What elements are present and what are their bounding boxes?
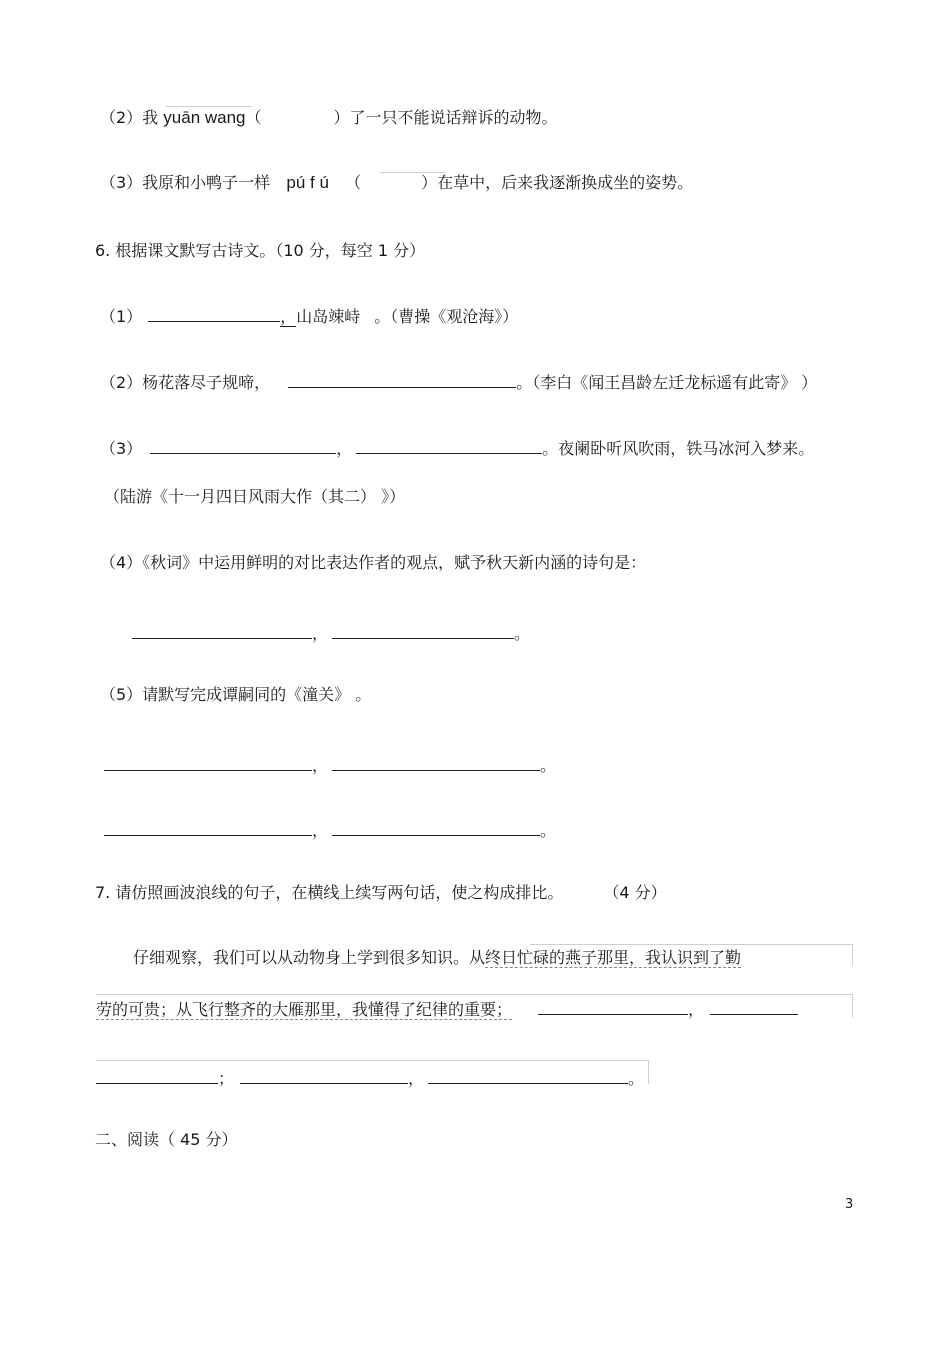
q5-item3-prefix: （3）我原和小鸭子一样 <box>100 173 271 192</box>
answer-blank[interactable] <box>428 1067 628 1084</box>
q6-item4-answer <box>132 622 530 644</box>
period: 。 <box>514 624 531 643</box>
comma: ， <box>688 1000 705 1019</box>
q6-item1-label: （1） <box>100 307 143 326</box>
comma: ， <box>312 821 329 840</box>
q6-item2-source: 。（李白《闻王昌龄左迁龙标遥有此寄》 ） <box>516 373 818 392</box>
q7-score: （4 分） <box>603 883 667 902</box>
answer-blank[interactable] <box>132 622 312 639</box>
period: 。 <box>540 756 557 775</box>
comma: ， <box>312 756 329 775</box>
q6-item2 <box>100 371 817 393</box>
semicolon: ； <box>218 1069 235 1088</box>
q6-title: 6. 根据课文默写古诗文。（10 分，每空 1 分） <box>95 241 426 260</box>
comma: ， <box>336 439 353 458</box>
q5-item2 <box>100 108 558 128</box>
q6-item2-text: （2）杨花落尽子规啼， <box>100 373 271 392</box>
paren-close: ） <box>333 108 350 127</box>
answer-blank[interactable] <box>538 998 688 1015</box>
paren-close: ） <box>421 173 438 192</box>
q5-item2-pinyin: yuān wang <box>163 108 246 127</box>
q5-item3-pinyin: pú f ú <box>286 173 329 192</box>
answer-blank[interactable] <box>150 437 336 454</box>
paren-open: （ <box>245 108 262 127</box>
q7-para1 <box>133 948 741 968</box>
answer-blank[interactable] <box>104 819 312 836</box>
answer-blank[interactable] <box>710 998 798 1015</box>
q6-item3-label: （3） <box>100 439 143 458</box>
q7-para2 <box>96 998 798 1020</box>
q6-item1-text: 山岛竦峙 <box>296 307 361 326</box>
q6-item3-text: 。夜阑卧听风吹雨，铁马冰河入梦来。 <box>542 439 815 458</box>
q6-item1 <box>100 305 518 327</box>
q6-item4: （4）《秋词》中运用鲜明的对比表达作者的观点，赋予秋天新内涵的诗句是： <box>100 553 647 572</box>
answer-blank[interactable] <box>96 1067 218 1084</box>
comma: ， <box>408 1069 425 1088</box>
period: 。 <box>540 821 557 840</box>
q5-item3 <box>100 173 693 193</box>
q7-title-text: 7. 请仿照画波浪线的句子，在横线上续写两句话，使之构成排比。 <box>95 883 564 902</box>
q7-para1-plain: 仔细观察，我们可以从动物身上学到很多知识。从 <box>133 948 486 967</box>
q7-para2-wavy: 劳的可贵；从飞行整齐的大雁那里，我懂得了纪律的重要； <box>96 1000 513 1019</box>
answer-blank[interactable] <box>240 1067 408 1084</box>
q5-item2-suffix: 了一只不能说话辩诉的动物。 <box>349 108 558 127</box>
answer-blank[interactable] <box>332 819 540 836</box>
q5-item2-prefix: （2）我 <box>100 108 159 127</box>
q6-item5-answer-line2 <box>104 819 556 841</box>
q5-item3-suffix: 在草中，后来我逐渐换成坐的姿势。 <box>437 173 694 192</box>
answer-blank[interactable] <box>288 371 516 388</box>
comma: ， <box>280 307 297 326</box>
answer-blank[interactable] <box>356 437 542 454</box>
q6-item5-answer-line1 <box>104 754 556 776</box>
q7-para1-wavy: 终日忙碌的燕子那里，我认识到了勤 <box>485 948 742 967</box>
paren-open: （ <box>345 173 362 192</box>
q6-item5: （5）请默写完成谭嗣同的《潼关》 。 <box>100 685 372 704</box>
page-number: 3 <box>845 1197 854 1212</box>
q6-item3-source: （陆游《十一月四日风雨大作（其二） 》） <box>104 487 406 506</box>
q6-item3 <box>100 437 814 459</box>
answer-blank[interactable] <box>104 754 312 771</box>
period: 。 <box>628 1069 645 1088</box>
q7-answer-line <box>96 1067 644 1089</box>
section2-title: 二、阅读（ 45 分） <box>95 1130 238 1149</box>
answer-blank[interactable] <box>332 754 540 771</box>
answer-blank[interactable] <box>332 622 514 639</box>
q6-item1-source: 。（曹操《观沧海》） <box>374 307 519 326</box>
comma: ， <box>312 624 329 643</box>
answer-blank[interactable] <box>148 305 280 322</box>
q7-title <box>95 883 667 903</box>
